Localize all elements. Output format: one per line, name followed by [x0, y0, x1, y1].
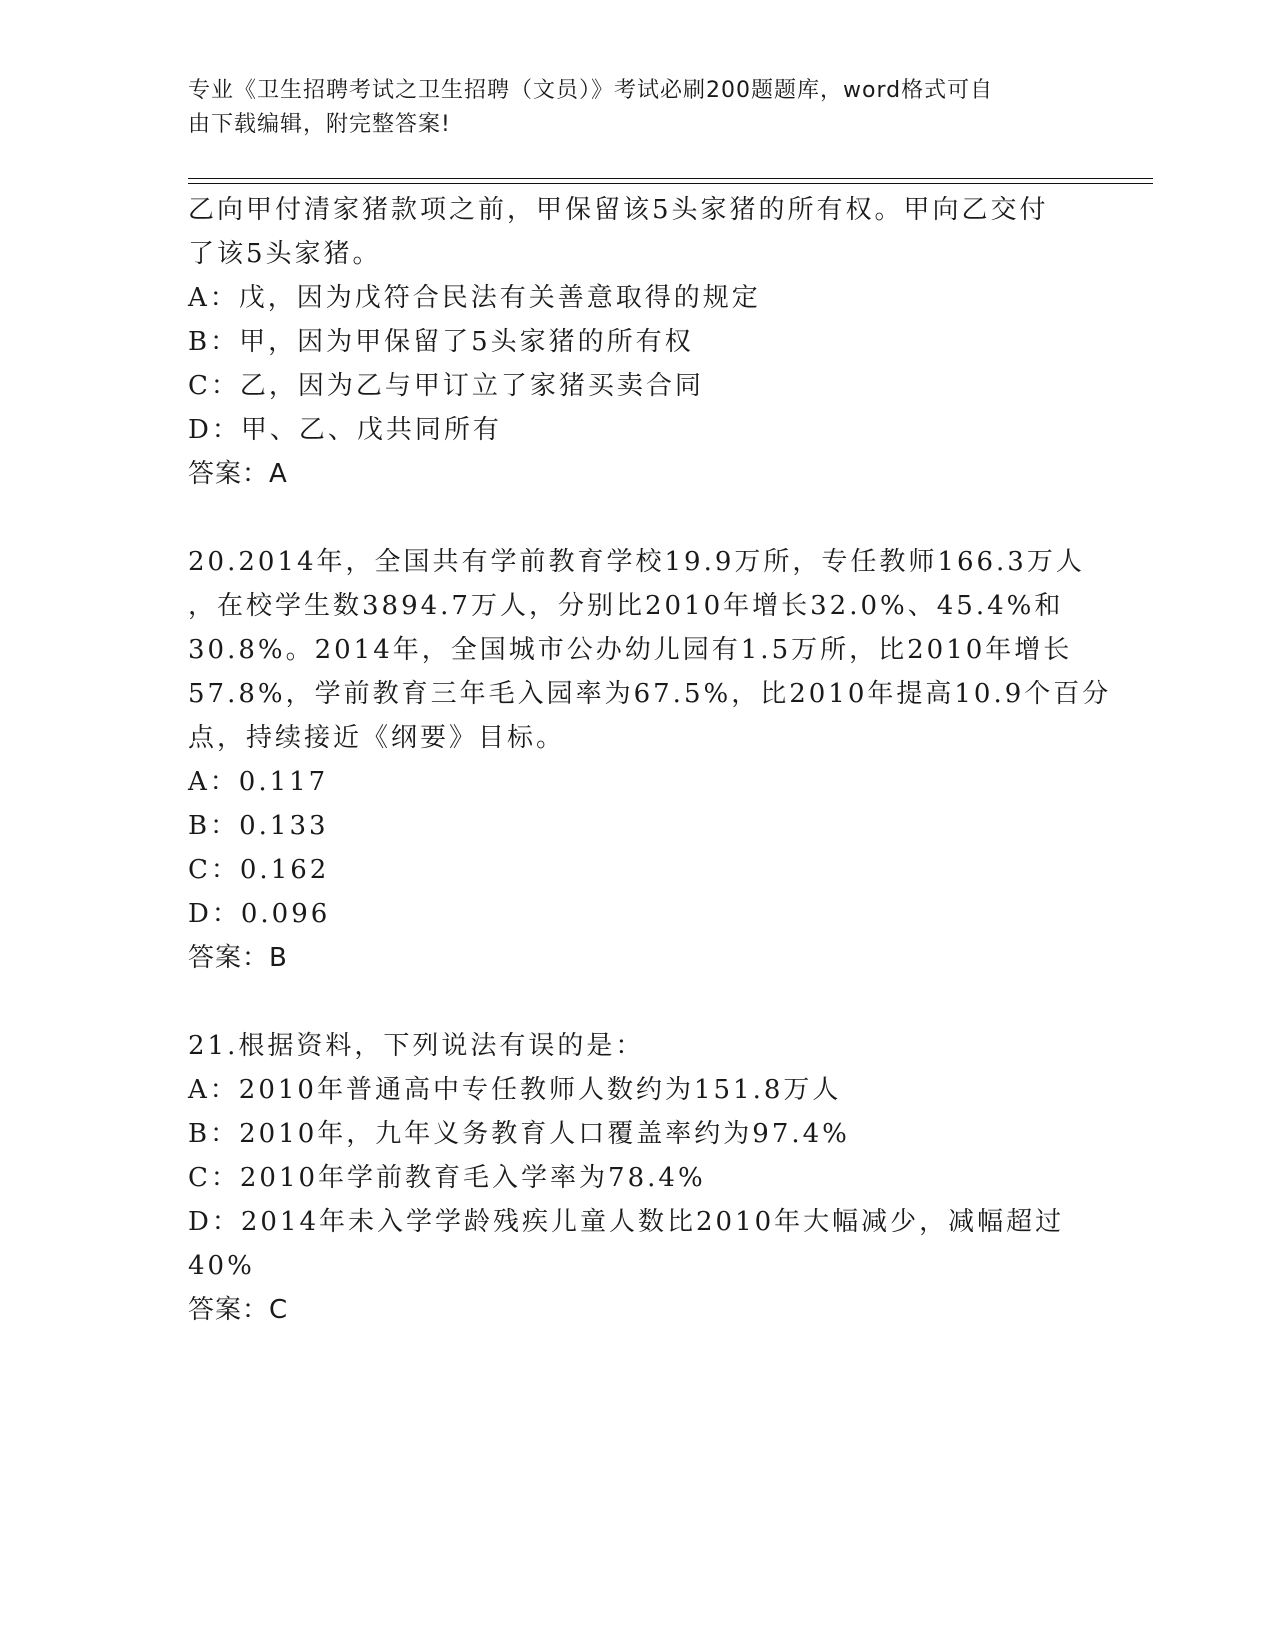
q20-stem-line-4: 57.8%，学前教育三年毛入园率为67.5%，比2010年提高10.9个百分 — [188, 679, 1112, 709]
header-line-1: 专业《卫生招聘考试之卫生招聘（文员）》考试必刷200题题库，word格式可自 — [188, 78, 994, 103]
q20-option-c: C：0.162 — [188, 855, 330, 885]
q21-option-d-line-2: 40% — [188, 1251, 255, 1281]
q21-option-c: C：2010年学前教育毛入学率为78.4% — [188, 1163, 706, 1193]
q20-stem-line-5: 点，持续接近《纲要》目标。 — [188, 723, 566, 753]
q21-answer: 答案：C — [188, 1295, 289, 1325]
q20-answer: 答案：B — [188, 943, 288, 973]
q19-option-d: D：甲、乙、戊共同所有 — [188, 415, 502, 445]
q19-stem-line-2: 了该5头家猪。 — [188, 239, 382, 269]
q19-option-b: B：甲，因为甲保留了5头家猪的所有权 — [188, 327, 694, 357]
header-divider-top — [188, 178, 1153, 179]
q20-option-b: B：0.133 — [188, 811, 329, 841]
q19-option-c: C：乙，因为乙与甲订立了家猪买卖合同 — [188, 371, 704, 401]
q21-option-b: B：2010年，九年义务教育人口覆盖率约为97.4% — [188, 1119, 850, 1149]
q19-option-a: A：戊，因为戊符合民法有关善意取得的规定 — [188, 283, 761, 313]
q20-option-d: D：0.096 — [188, 899, 331, 929]
q21-stem-line-1: 21.根据资料，下列说法有误的是： — [188, 1031, 645, 1061]
q19-stem-line-1: 乙向甲付清家猪款项之前，甲保留该5头家猪的所有权。甲向乙交付 — [188, 195, 1049, 225]
q20-stem-line-3: 30.8%。2014年，全国城市公办幼儿园有1.5万所，比2010年增长 — [188, 635, 1073, 665]
q20-stem-line-1: 20.2014年，全国共有学前教育学校19.9万所，专任教师166.3万人 — [188, 547, 1085, 577]
header-line-2: 由下载编辑，附完整答案! — [188, 112, 451, 137]
q20-stem-line-2: ，在校学生数3894.7万人，分别比2010年增长32.0%、45.4%和 — [188, 591, 1064, 621]
header-divider-bottom — [188, 183, 1153, 184]
q20-option-a: A：0.117 — [188, 767, 329, 797]
q21-option-d-line-1: D：2014年未入学学龄残疾儿童人数比2010年大幅减少，减幅超过 — [188, 1207, 1065, 1237]
q21-option-a: A：2010年普通高中专任教师人数约为151.8万人 — [188, 1075, 842, 1105]
q19-answer: 答案：A — [188, 459, 288, 489]
document-header — [188, 74, 1068, 142]
